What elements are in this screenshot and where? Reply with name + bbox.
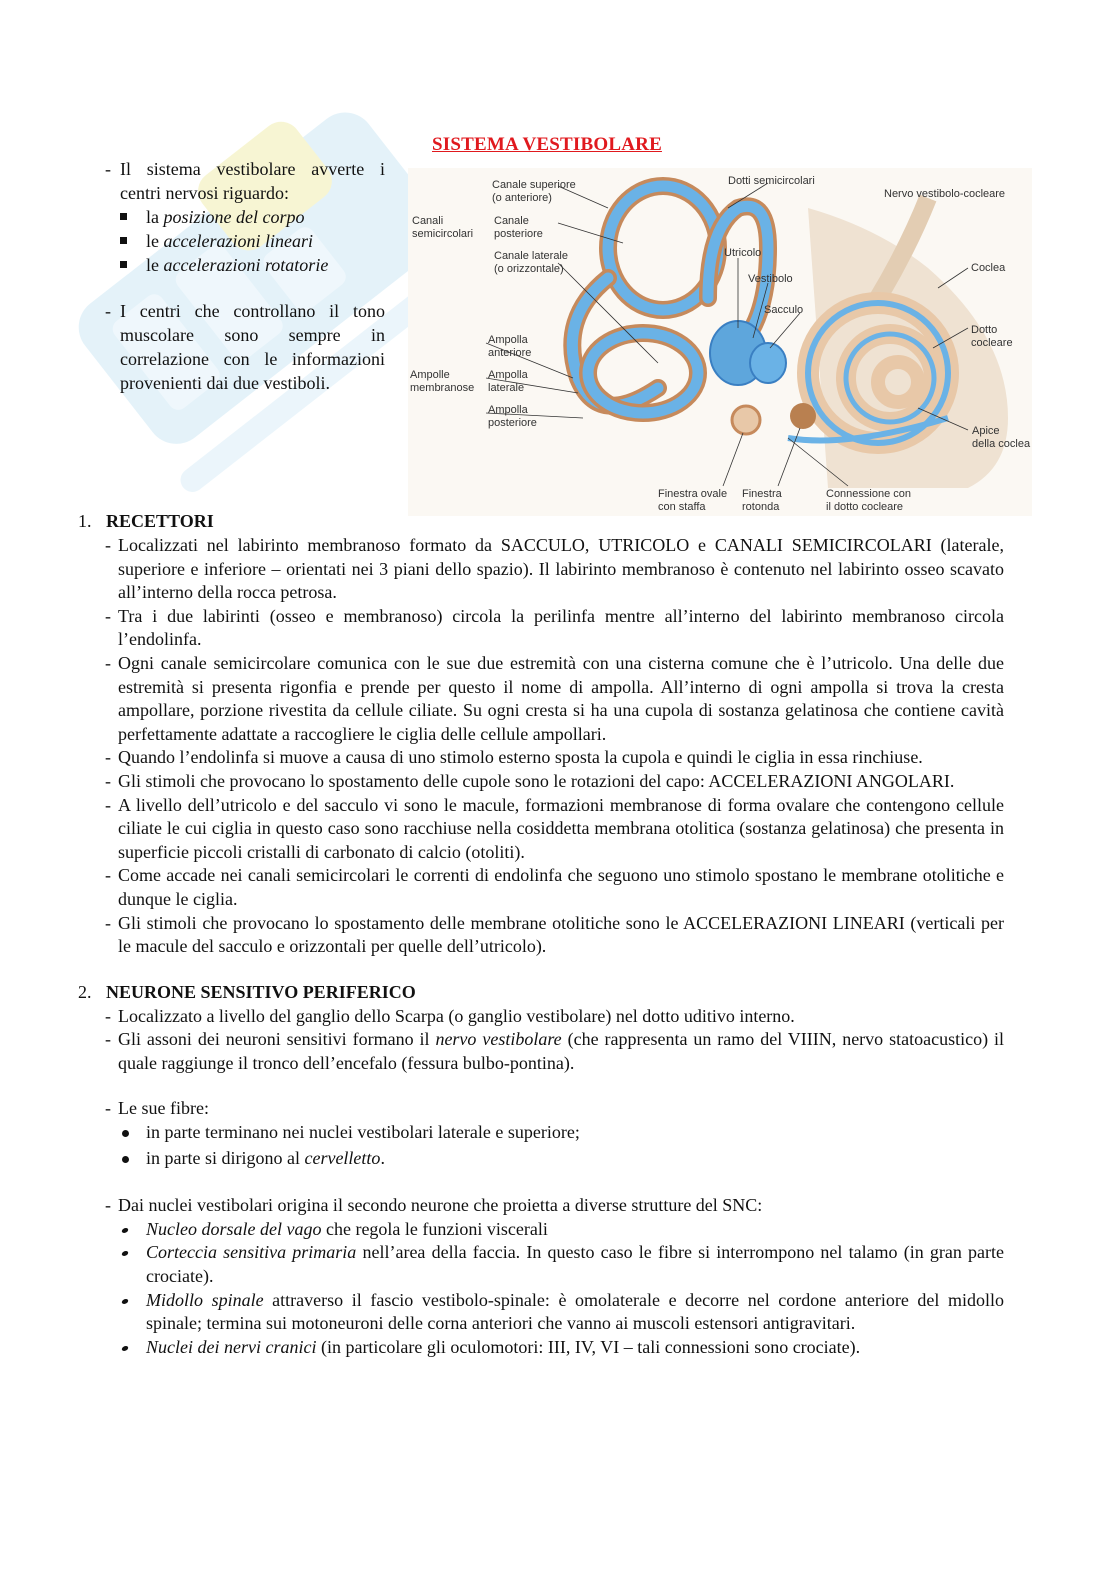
proiezione-item: Nuclei dei nervi cranici (in particolare gli oculomotori: III, IV, VI – tali connessioni sono crociate). bbox=[120, 1336, 1004, 1360]
label-coclea: Coclea bbox=[971, 262, 1006, 274]
intro-paragraph-1: - Il sistema vestibolare avverte i centri nervosi riguardo: bbox=[105, 159, 385, 203]
recettori-bullet: - Gli stimoli che provocano lo spostamento delle cupole sono le rotazioni del capo: ACCELERAZIONI ANGOLARI. bbox=[105, 770, 955, 791]
proiezione-item: Midollo spinale attraverso il fascio vestibolo-spinale: è omolaterale e decorre nel cordone anteriore del midollo spinale; termina sui motoneuroni delle corna anteriori che vanno ai muscoli estensori antigravitari. bbox=[120, 1289, 1004, 1336]
fibre-intro: - Le sue fibre: bbox=[105, 1098, 209, 1119]
neurone-bullet: - Localizzato a livello del ganglio dello Scarpa (o ganglio vestibolare) nel dotto uditivo interno. bbox=[105, 1005, 795, 1026]
proiezioni-intro: - Dai nuclei vestibolari origina il secondo neurone che proietta a diverse strutture del SNC: bbox=[105, 1195, 763, 1216]
svg-text:il dotto cocleare: il dotto cocleare bbox=[826, 501, 904, 513]
proiezione-item: Corteccia sensitiva primaria nell’area della faccia. In questo caso le fibre si interrompono nel talamo (in gran parte crociate). bbox=[120, 1241, 1004, 1288]
svg-text:della coclea: della coclea bbox=[972, 438, 1031, 450]
svg-text:con staffa: con staffa bbox=[658, 501, 706, 513]
label-canali-semicircolari: Canali bbox=[412, 215, 444, 227]
recettori-bullet: - Quando l’endolinfa si muove a causa di uno stimolo esterno sposta la cupola e quindi le ciglia in essa rinchiuse. bbox=[105, 747, 923, 768]
label-canale-laterale: Canale laterale bbox=[494, 250, 568, 262]
svg-text:(o orizzontale): (o orizzontale) bbox=[494, 263, 564, 275]
label-dotto-cocleare: Dotto bbox=[971, 324, 998, 336]
label-canale-superiore: Canale superiore bbox=[492, 179, 576, 191]
svg-text:anteriore: anteriore bbox=[488, 347, 532, 359]
recettori-bullet: - Ogni canale semicircolare comunica con le sue due estremità con una cisterna comune che è l’utricolo. Una delle due estremità si presenta rigonfia e prende per questo il nome di ampolla. All’interno di ogni ampolla si trova la cresta ampollare, porzione rivestita da cellule ciliate. Su ogni cresta si ha una cupola di sostanza gelatinosa che contiene cavità perfettamente adattate a raccogliere le ciglia delle cellule ampollari. bbox=[105, 652, 1004, 744]
svg-text:laterale: laterale bbox=[488, 382, 525, 394]
fibre-item: in parte si dirigono al cervelletto. bbox=[120, 1147, 1004, 1171]
label-sacculo: Sacculo bbox=[764, 304, 804, 316]
fibre-list bbox=[78, 1121, 1004, 1170]
fibre-item: in parte terminano nei nuclei vestibolari laterale e superiore; bbox=[120, 1121, 1004, 1145]
label-ampolle-membranose: Ampolle bbox=[410, 369, 450, 381]
svg-text:membranose: membranose bbox=[410, 382, 475, 394]
intro-list-item: la posizione del corpo bbox=[120, 205, 385, 229]
svg-text:(o anteriore): (o anteriore) bbox=[492, 192, 552, 204]
round-window bbox=[790, 403, 816, 429]
intro-block bbox=[105, 157, 385, 395]
label-nervo: Nervo vestibolo-cocleare bbox=[884, 188, 1006, 200]
label-canale-posteriore: Canale bbox=[494, 215, 529, 227]
section-heading-neurone: 2. NEURONE SENSITIVO PERIFERICO bbox=[78, 981, 416, 1002]
svg-text:rotonda: rotonda bbox=[742, 501, 780, 513]
saccule-shape bbox=[750, 343, 786, 383]
recettori-bullet: - Come accade nei canali semicircolari le correnti di endolinfa che seguono uno stimolo spostano le membrane otolitiche e dunque le ciglia. bbox=[105, 865, 1004, 909]
section-heading-recettori: 1. RECETTORI bbox=[78, 511, 214, 531]
svg-text:cocleare: cocleare bbox=[971, 337, 1013, 349]
label-utricolo: Utricolo bbox=[724, 247, 762, 259]
inner-ear-diagram bbox=[408, 168, 1032, 516]
page-title: SISTEMA VESTIBOLARE bbox=[432, 134, 662, 155]
label-ampolla-anteriore: Ampolla bbox=[488, 334, 528, 346]
label-connessione: Connessione con bbox=[826, 488, 912, 500]
neurone-bullet: - Gli assoni dei neuroni sensitivi formano il nervo vestibolare (che rappresenta un ramo del VIIIN, nervo statoacustico) il quale raggiunge il tronco dell’encefalo (fessura bulbo-pontina). bbox=[105, 1029, 1004, 1073]
intro-list bbox=[105, 205, 385, 277]
svg-text:posteriore: posteriore bbox=[494, 228, 543, 240]
svg-text:posteriore: posteriore bbox=[488, 417, 537, 429]
oval-window bbox=[732, 406, 760, 434]
label-apice: Apice bbox=[972, 425, 1000, 437]
recettori-bullet: - Tra i due labirinti (osseo e membranoso) circola la perilinfa mentre all’interno del labirinto membranoso circola l’endolinfa. bbox=[105, 605, 1004, 650]
svg-text:semicircolari: semicircolari bbox=[412, 228, 474, 240]
document-body bbox=[78, 510, 1004, 1359]
label-ampolla-laterale: Ampolla bbox=[488, 369, 528, 381]
intro-list-item: le accelerazioni rotatorie bbox=[120, 253, 385, 277]
recettori-bullet: - A livello dell’utricolo e del sacculo vi sono le macule, formazioni membranose di forma ovalare che contengono cellule ciliate le cui ciglia in questo caso sono racchiuse nella cosiddetta membrana otolitica (sostanza gelatinosa) che presenta in superficie piccoli cristalli di carbonato di calcio (otoliti). bbox=[105, 794, 1004, 862]
label-finestra-rotonda: Finestra bbox=[742, 488, 782, 500]
label-vestibolo: Vestibolo bbox=[748, 273, 793, 285]
proiezione-item: Nucleo dorsale del vago che regola le funzioni viscerali bbox=[120, 1218, 1004, 1242]
intro-list-item: le accelerazioni lineari bbox=[120, 229, 385, 253]
recettori-bullet: - Gli stimoli che provocano lo spostamento delle membrane otolitiche sono le ACCELERAZIONI LINEARI (verticali per le macule del sacculo e orizzontali per quelle dell’utricolo). bbox=[105, 912, 1004, 957]
label-dotti: Dotti semicircolari bbox=[728, 175, 815, 187]
recettori-bullet: - Localizzati nel labirinto membranoso formato da SACCULO, UTRICOLO e CANALI SEMICIRCOLARI (laterale, superiore e inferiore – orientati nei 3 piani dello spazio). Il labirinto membranoso è contenuto nel labirinto osseo scavato all’interno della rocca petrosa. bbox=[105, 535, 1004, 603]
label-finestra-ovale: Finestra ovale bbox=[658, 488, 728, 500]
proiezioni-list bbox=[78, 1218, 1004, 1360]
intro-paragraph-2: - I centri che controllano il tono muscolare sono sempre in correlazione con le informazioni provenienti dai due vestiboli. bbox=[105, 301, 385, 393]
label-ampolla-posteriore: Ampolla bbox=[488, 404, 528, 416]
